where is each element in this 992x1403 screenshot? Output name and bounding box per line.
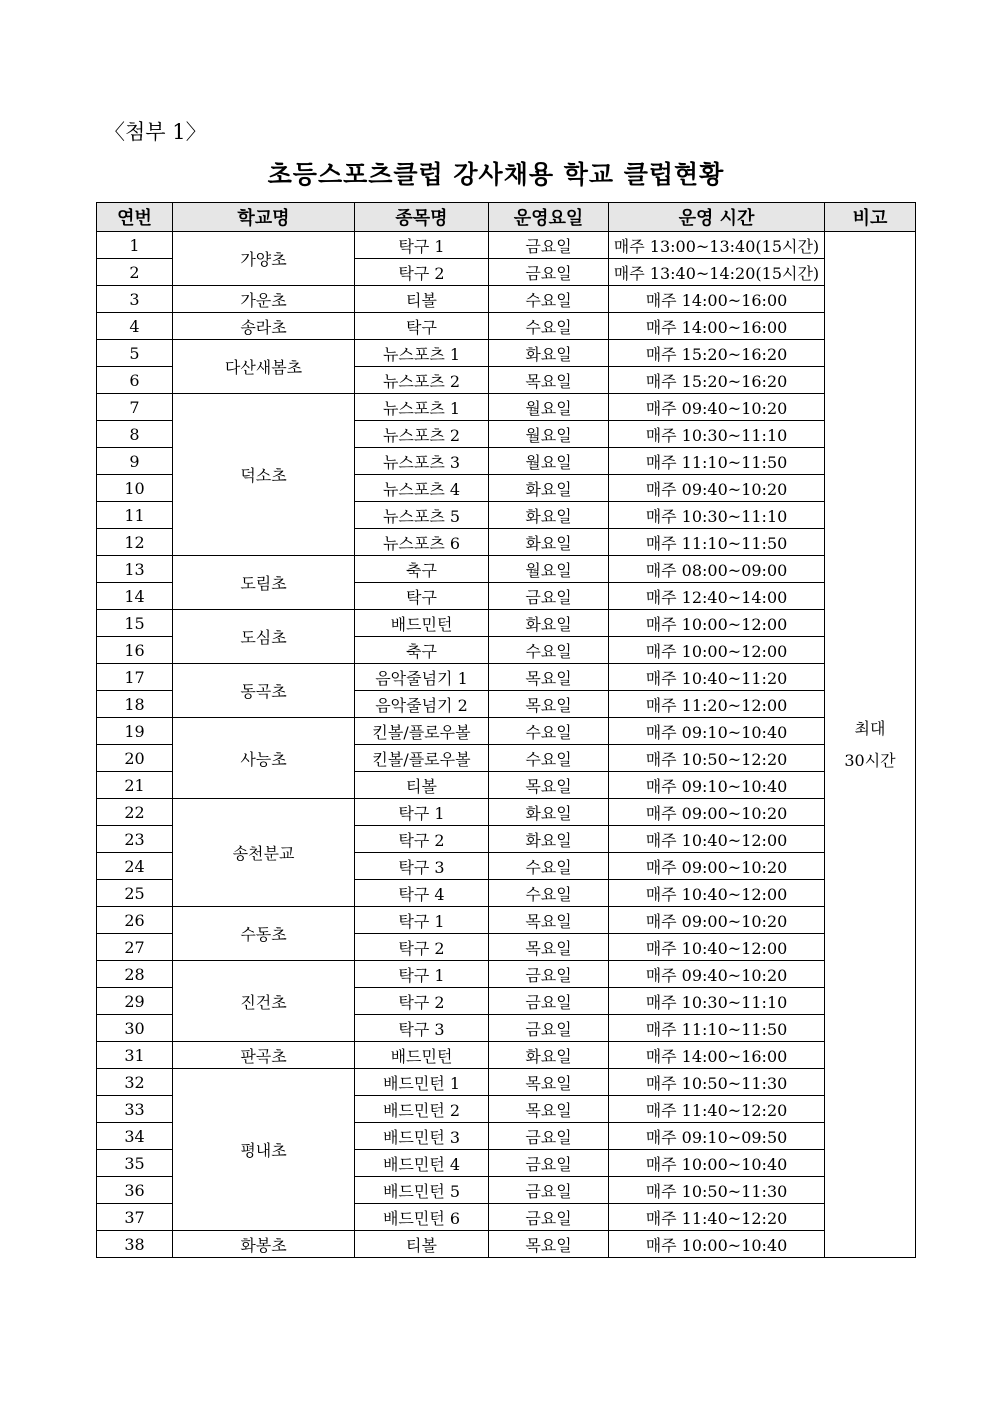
sport-name: 배드민턴 5 <box>355 1177 489 1204</box>
operating-time: 매주 10:50~11:30 <box>609 1177 825 1204</box>
row-number: 12 <box>97 529 173 556</box>
operating-day: 화요일 <box>489 502 609 529</box>
operating-time: 매주 10:50~11:30 <box>609 1069 825 1096</box>
row-number: 18 <box>97 691 173 718</box>
operating-time: 매주 13:40~14:20(15시간) <box>609 259 825 286</box>
sport-name: 티볼 <box>355 772 489 799</box>
operating-time: 매주 10:00~10:40 <box>609 1231 825 1258</box>
sport-name: 배드민턴 6 <box>355 1204 489 1231</box>
operating-day: 목요일 <box>489 1231 609 1258</box>
header-time: 운영 시간 <box>609 203 825 232</box>
row-number: 31 <box>97 1042 173 1069</box>
sport-name: 탁구 2 <box>355 826 489 853</box>
row-number: 10 <box>97 475 173 502</box>
operating-time: 매주 10:40~12:00 <box>609 826 825 853</box>
school-name: 판곡초 <box>173 1042 355 1069</box>
row-number: 16 <box>97 637 173 664</box>
row-number: 34 <box>97 1123 173 1150</box>
table-row <box>97 394 916 421</box>
school-name: 화봉초 <box>173 1231 355 1258</box>
school-name: 사능초 <box>173 718 355 799</box>
sport-name: 배드민턴 1 <box>355 1069 489 1096</box>
operating-time: 매주 10:00~12:00 <box>609 637 825 664</box>
operating-day: 목요일 <box>489 1069 609 1096</box>
row-number: 4 <box>97 313 173 340</box>
operating-day: 금요일 <box>489 961 609 988</box>
operating-day: 수요일 <box>489 853 609 880</box>
operating-day: 목요일 <box>489 907 609 934</box>
operating-day: 금요일 <box>489 259 609 286</box>
school-name: 다산새봄초 <box>173 340 355 394</box>
row-number: 30 <box>97 1015 173 1042</box>
operating-time: 매주 09:00~10:20 <box>609 853 825 880</box>
row-number: 25 <box>97 880 173 907</box>
operating-time: 매주 09:00~10:20 <box>609 799 825 826</box>
operating-day: 수요일 <box>489 286 609 313</box>
operating-time: 매주 10:30~11:10 <box>609 988 825 1015</box>
row-number: 36 <box>97 1177 173 1204</box>
header-row <box>97 203 916 232</box>
document-title: 초등스포츠클럽 강사채용 학교 클럽현황 <box>267 160 725 189</box>
header-remark: 비고 <box>825 203 916 232</box>
operating-day: 월요일 <box>489 448 609 475</box>
operating-time: 매주 11:10~11:50 <box>609 448 825 475</box>
operating-time: 매주 11:20~12:00 <box>609 691 825 718</box>
sport-name: 뉴스포츠 6 <box>355 529 489 556</box>
sport-name: 축구 <box>355 556 489 583</box>
table-row <box>97 556 916 583</box>
operating-time: 매주 09:10~10:40 <box>609 772 825 799</box>
sport-name: 음악줄넘기 2 <box>355 691 489 718</box>
operating-day: 목요일 <box>489 367 609 394</box>
remark-line-1: 최대 <box>854 718 886 738</box>
sport-name: 배드민턴 <box>355 610 489 637</box>
sport-name: 탁구 3 <box>355 853 489 880</box>
operating-day: 월요일 <box>489 394 609 421</box>
school-name: 가운초 <box>173 286 355 313</box>
school-name: 도심초 <box>173 610 355 664</box>
operating-day: 목요일 <box>489 691 609 718</box>
operating-day: 목요일 <box>489 664 609 691</box>
operating-day: 수요일 <box>489 637 609 664</box>
operating-time: 매주 09:40~10:20 <box>609 394 825 421</box>
school-name: 도림초 <box>173 556 355 610</box>
header-number: 연번 <box>97 203 173 232</box>
operating-day: 수요일 <box>489 745 609 772</box>
school-name: 동곡초 <box>173 664 355 718</box>
operating-time: 매주 11:40~12:20 <box>609 1204 825 1231</box>
sport-name: 뉴스포츠 3 <box>355 448 489 475</box>
row-number: 33 <box>97 1096 173 1123</box>
sport-name: 뉴스포츠 2 <box>355 421 489 448</box>
operating-time: 매주 09:40~10:20 <box>609 961 825 988</box>
school-name: 평내초 <box>173 1069 355 1231</box>
row-number: 38 <box>97 1231 173 1258</box>
row-number: 37 <box>97 1204 173 1231</box>
row-number: 7 <box>97 394 173 421</box>
header-sport: 종목명 <box>355 203 489 232</box>
operating-day: 금요일 <box>489 1123 609 1150</box>
sport-name: 티볼 <box>355 1231 489 1258</box>
sport-name: 탁구 1 <box>355 907 489 934</box>
row-number: 21 <box>97 772 173 799</box>
row-number: 27 <box>97 934 173 961</box>
table-row <box>97 718 916 745</box>
operating-day: 금요일 <box>489 232 609 259</box>
sport-name: 배드민턴 <box>355 1042 489 1069</box>
table-row <box>97 1231 916 1258</box>
operating-day: 화요일 <box>489 826 609 853</box>
operating-day: 금요일 <box>489 1204 609 1231</box>
school-name: 진건초 <box>173 961 355 1042</box>
header-day: 운영요일 <box>489 203 609 232</box>
row-number: 17 <box>97 664 173 691</box>
operating-day: 금요일 <box>489 988 609 1015</box>
operating-time: 매주 10:00~12:00 <box>609 610 825 637</box>
remark-line-2: 30시간 <box>844 750 896 770</box>
operating-day: 화요일 <box>489 610 609 637</box>
school-name: 송천분교 <box>173 799 355 907</box>
table-row <box>97 1069 916 1096</box>
sport-name: 뉴스포츠 2 <box>355 367 489 394</box>
remark-cell <box>825 232 916 1258</box>
sport-name: 뉴스포츠 4 <box>355 475 489 502</box>
table-row <box>97 232 916 259</box>
operating-time: 매주 14:00~16:00 <box>609 1042 825 1069</box>
operating-time: 매주 11:10~11:50 <box>609 1015 825 1042</box>
operating-day: 화요일 <box>489 340 609 367</box>
operating-day: 금요일 <box>489 1015 609 1042</box>
row-number: 1 <box>97 232 173 259</box>
sport-name: 음악줄넘기 1 <box>355 664 489 691</box>
operating-day: 월요일 <box>489 556 609 583</box>
operating-time: 매주 10:00~10:40 <box>609 1150 825 1177</box>
table-row <box>97 286 916 313</box>
sport-name: 뉴스포츠 5 <box>355 502 489 529</box>
operating-time: 매주 09:00~10:20 <box>609 907 825 934</box>
operating-day: 수요일 <box>489 880 609 907</box>
table-row <box>97 1042 916 1069</box>
table-row <box>97 313 916 340</box>
row-number: 8 <box>97 421 173 448</box>
operating-day: 금요일 <box>489 1150 609 1177</box>
sport-name: 뉴스포츠 1 <box>355 340 489 367</box>
school-name: 덕소초 <box>173 394 355 556</box>
operating-day: 화요일 <box>489 529 609 556</box>
row-number: 28 <box>97 961 173 988</box>
row-number: 5 <box>97 340 173 367</box>
table-row <box>97 664 916 691</box>
row-number: 29 <box>97 988 173 1015</box>
operating-time: 매주 11:40~12:20 <box>609 1096 825 1123</box>
school-name: 가양초 <box>173 232 355 286</box>
operating-day: 목요일 <box>489 934 609 961</box>
operating-day: 금요일 <box>489 583 609 610</box>
operating-day: 화요일 <box>489 799 609 826</box>
operating-time: 매주 10:40~12:00 <box>609 934 825 961</box>
school-name: 송라초 <box>173 313 355 340</box>
operating-time: 매주 09:40~10:20 <box>609 475 825 502</box>
row-number: 20 <box>97 745 173 772</box>
operating-time: 매주 10:40~11:20 <box>609 664 825 691</box>
operating-time: 매주 15:20~16:20 <box>609 340 825 367</box>
attachment-label: 〈첨부 1〉 <box>104 120 207 144</box>
row-number: 24 <box>97 853 173 880</box>
row-number: 9 <box>97 448 173 475</box>
table-row <box>97 907 916 934</box>
operating-time: 매주 10:40~12:00 <box>609 880 825 907</box>
sport-name: 배드민턴 3 <box>355 1123 489 1150</box>
club-status-table <box>96 202 916 1258</box>
sport-name: 탁구 1 <box>355 799 489 826</box>
table-body <box>97 232 916 1258</box>
header-school: 학교명 <box>173 203 355 232</box>
operating-day: 화요일 <box>489 1042 609 1069</box>
sport-name: 축구 <box>355 637 489 664</box>
operating-day: 목요일 <box>489 772 609 799</box>
sport-name: 킨볼/플로우볼 <box>355 745 489 772</box>
operating-time: 매주 15:20~16:20 <box>609 367 825 394</box>
sport-name: 탁구 2 <box>355 934 489 961</box>
sport-name: 뉴스포츠 1 <box>355 394 489 421</box>
operating-day: 금요일 <box>489 1177 609 1204</box>
operating-time: 매주 14:00~16:00 <box>609 286 825 313</box>
operating-time: 매주 09:10~09:50 <box>609 1123 825 1150</box>
operating-day: 수요일 <box>489 313 609 340</box>
table-row <box>97 799 916 826</box>
operating-time: 매주 08:00~09:00 <box>609 556 825 583</box>
operating-day: 화요일 <box>489 475 609 502</box>
operating-time: 매주 10:30~11:10 <box>609 502 825 529</box>
operating-time: 매주 10:50~12:20 <box>609 745 825 772</box>
operating-time: 매주 14:00~16:00 <box>609 313 825 340</box>
operating-day: 월요일 <box>489 421 609 448</box>
row-number: 11 <box>97 502 173 529</box>
operating-day: 목요일 <box>489 1096 609 1123</box>
row-number: 26 <box>97 907 173 934</box>
table-row <box>97 961 916 988</box>
sport-name: 탁구 4 <box>355 880 489 907</box>
sport-name: 티볼 <box>355 286 489 313</box>
row-number: 19 <box>97 718 173 745</box>
row-number: 32 <box>97 1069 173 1096</box>
operating-time: 매주 11:10~11:50 <box>609 529 825 556</box>
row-number: 35 <box>97 1150 173 1177</box>
row-number: 13 <box>97 556 173 583</box>
school-name: 수동초 <box>173 907 355 961</box>
operating-day: 수요일 <box>489 718 609 745</box>
sport-name: 탁구 3 <box>355 1015 489 1042</box>
sport-name: 탁구 2 <box>355 988 489 1015</box>
sport-name: 탁구 1 <box>355 232 489 259</box>
operating-time: 매주 13:00~13:40(15시간) <box>609 232 825 259</box>
table-row <box>97 610 916 637</box>
row-number: 3 <box>97 286 173 313</box>
sport-name: 배드민턴 4 <box>355 1150 489 1177</box>
operating-time: 매주 12:40~14:00 <box>609 583 825 610</box>
table-row <box>97 340 916 367</box>
row-number: 22 <box>97 799 173 826</box>
operating-time: 매주 09:10~10:40 <box>609 718 825 745</box>
sport-name: 배드민턴 2 <box>355 1096 489 1123</box>
row-number: 6 <box>97 367 173 394</box>
sport-name: 탁구 1 <box>355 961 489 988</box>
sport-name: 킨볼/플로우볼 <box>355 718 489 745</box>
operating-time: 매주 10:30~11:10 <box>609 421 825 448</box>
row-number: 2 <box>97 259 173 286</box>
sport-name: 탁구 <box>355 313 489 340</box>
row-number: 23 <box>97 826 173 853</box>
row-number: 14 <box>97 583 173 610</box>
row-number: 15 <box>97 610 173 637</box>
sport-name: 탁구 <box>355 583 489 610</box>
sport-name: 탁구 2 <box>355 259 489 286</box>
